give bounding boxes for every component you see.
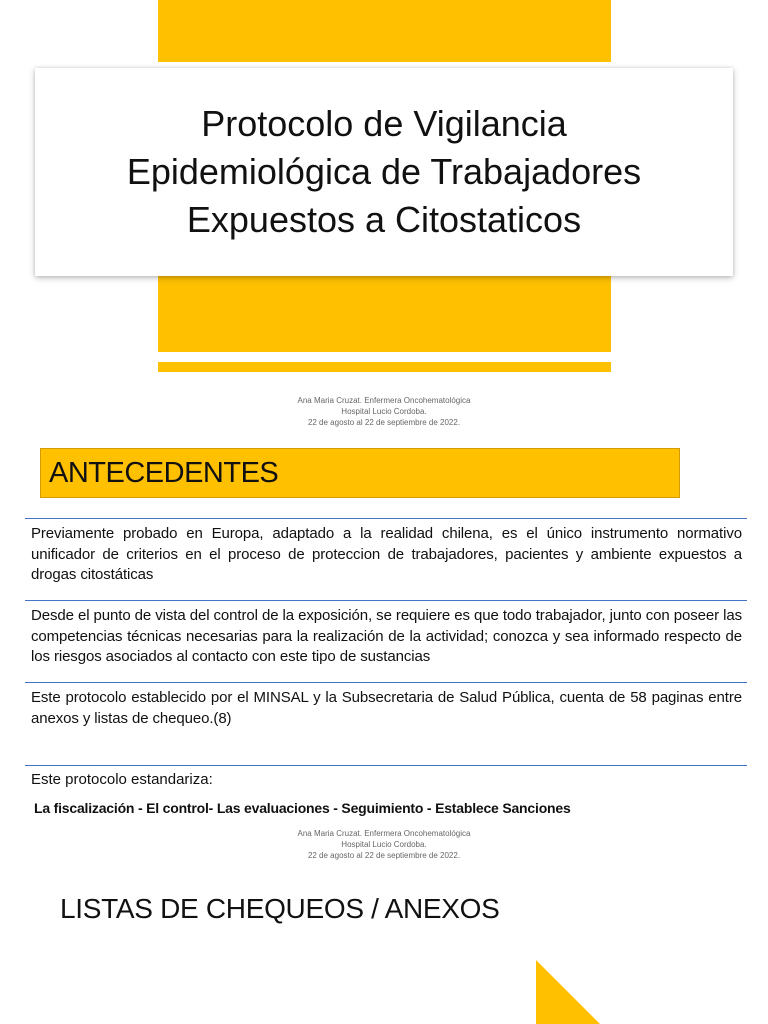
divider xyxy=(25,765,747,766)
divider xyxy=(25,682,747,683)
footer-hospital: Hospital Lucio Cordoba. xyxy=(341,840,427,849)
title-card xyxy=(35,68,733,276)
footer-hospital: Hospital Lucio Cordoba. xyxy=(341,407,427,416)
standardizes-items: La fiscalización - El control- Las evaluaciones - Seguimiento - Establece Sanciones xyxy=(34,800,571,816)
footer-dates: 22 de agosto al 22 de septiembre de 2022. xyxy=(307,851,461,860)
accent-triangle xyxy=(536,960,616,1024)
section-heading: ANTECEDENTES xyxy=(49,457,279,489)
footer-dates: 22 de agosto al 22 de septiembre de 2022. xyxy=(307,418,461,427)
divider xyxy=(25,600,747,601)
bottom-accent-block xyxy=(158,276,611,352)
thin-accent-bar xyxy=(158,362,611,372)
slide-title: Protocolo de Vigilancia Epidemiológica de Trabajadores Expuestos a Citostaticos xyxy=(126,103,642,240)
divider xyxy=(25,518,747,519)
footer-author: Ana Maria Cruzat. Enfermera Oncohematológica xyxy=(297,396,471,405)
paragraph-1: Previamente probado en Europa, adaptado a la realidad chilena, es el único instrumento normativo unificador de criterios en el proceso de proteccion de trabajadores, pacientes y ambiente expuestos a drogas citostáticas xyxy=(31,525,742,583)
standardizes-label: Este protocolo estandariza: xyxy=(31,771,213,788)
section-heading-box xyxy=(40,448,680,498)
slide2-footer xyxy=(0,828,768,861)
footer-author: Ana Maria Cruzat. Enfermera Oncohematológica xyxy=(297,829,471,838)
lists-title: LISTAS DE CHEQUEOS / ANEXOS xyxy=(60,893,500,924)
slide1-footer xyxy=(0,395,768,428)
top-accent-bar xyxy=(158,0,611,62)
paragraph-3: Este protocolo establecido por el MINSAL y la Subsecretaria de Salud Pública, cuenta de 58 paginas entre anexos y listas de chequeo.(8) xyxy=(31,689,742,727)
paragraph-2: Desde el punto de vista del control de la exposición, se requiere es que todo trabajador, junto con poseer las competencias técnicas necesarias para la realización de la actividad; conozca y sea informado respecto de los riesgos asociados al contacto con este tipo de sustancias xyxy=(31,607,742,665)
